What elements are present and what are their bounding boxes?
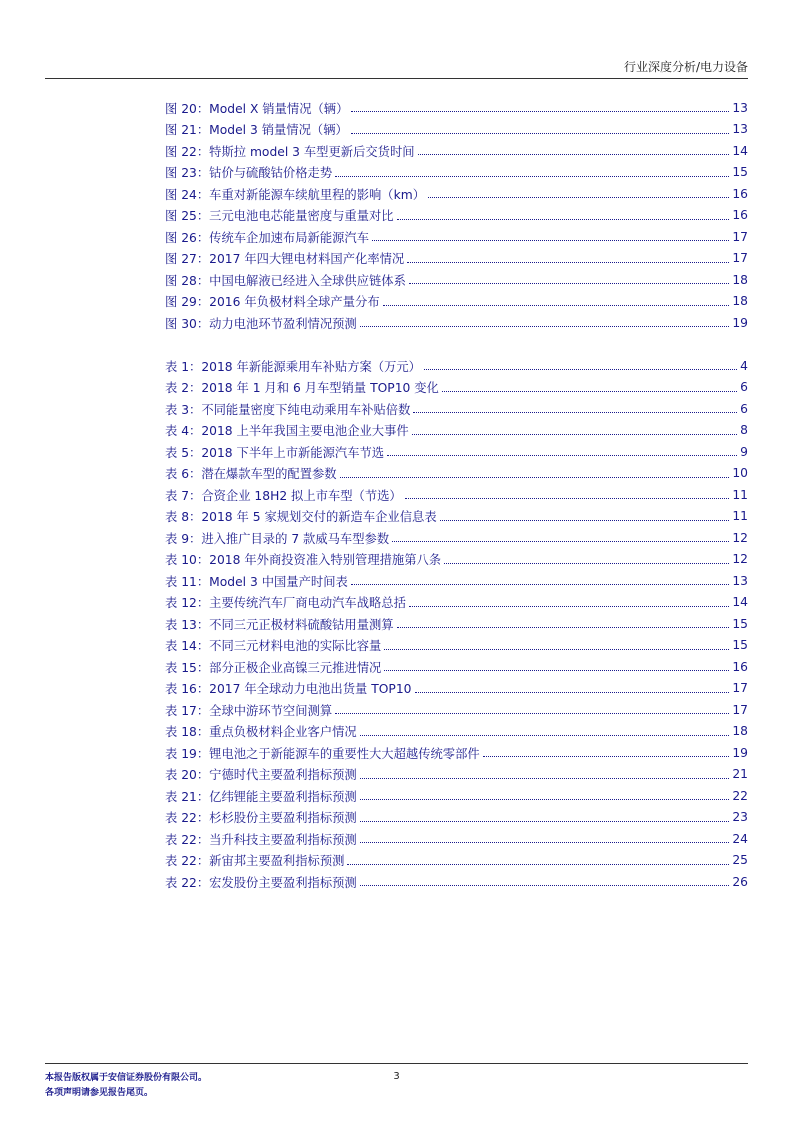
- toc-entry-page: 12: [732, 552, 748, 567]
- toc-entry-label: 图 23：钴价与硫酸钴价格走势: [165, 166, 333, 181]
- toc-entry-page: 11: [732, 509, 748, 524]
- toc-entry-label: 表 17：全球中游环节空间测算: [165, 703, 333, 718]
- toc-leader-dots: [360, 778, 730, 779]
- toc-leader-dots: [360, 885, 730, 886]
- toc-entry[interactable]: [165, 463, 748, 485]
- toc-entry-label: 表 10：2018 年外商投资准入特别管理措施第八条: [165, 553, 442, 568]
- toc-entry[interactable]: [165, 484, 748, 506]
- toc-entry-label: 表 18：重点负极材料企业客户情况: [165, 725, 357, 740]
- toc-entry[interactable]: [165, 807, 748, 829]
- toc-entry[interactable]: [165, 226, 748, 248]
- toc-leader-dots: [428, 197, 729, 198]
- toc-entry-label: 表 4：2018 上半年我国主要电池企业大事件: [165, 424, 409, 439]
- table-list: [165, 355, 748, 893]
- toc-leader-dots: [387, 455, 737, 456]
- footer-divider: [45, 1063, 748, 1064]
- toc-leader-dots: [405, 498, 730, 499]
- toc-entry-page: 15: [732, 638, 748, 653]
- toc-entry[interactable]: [165, 699, 748, 721]
- toc-entry-page: 6: [740, 380, 748, 395]
- toc-entry[interactable]: [165, 355, 748, 377]
- toc-entry-page: 14: [732, 595, 748, 610]
- toc-entry-page: 16: [732, 659, 748, 674]
- toc-entry-page: 24: [732, 831, 748, 846]
- toc-entry[interactable]: [165, 398, 748, 420]
- toc-entry-label: 表 16：2017 年全球动力电池出货量 TOP10: [165, 682, 412, 697]
- toc-leader-dots: [409, 606, 729, 607]
- toc-entry-label: 表 3：不同能量密度下纯电动乘用车补贴倍数: [165, 402, 411, 417]
- toc-leader-dots: [424, 369, 737, 370]
- toc-entry-label: 图 26：传统车企加速布局新能源汽车: [165, 230, 370, 245]
- toc-entry-label: 表 5：2018 下半年上市新能源汽车节选: [165, 445, 385, 460]
- toc-entry[interactable]: [165, 678, 748, 700]
- toc-entry-label: 表 2：2018 年 1 月和 6 月车型销量 TOP10 变化: [165, 381, 439, 396]
- page-number: 3: [393, 1071, 400, 1082]
- toc-entry-page: 18: [732, 724, 748, 739]
- toc-entry-page: 13: [732, 122, 748, 137]
- toc-entry[interactable]: [165, 613, 748, 635]
- toc-entry-label: 表 7：合资企业 18H2 拟上市车型（节选）: [165, 488, 402, 503]
- toc-leader-dots: [442, 391, 737, 392]
- toc-entry-label: 表 6：潜在爆款车型的配置参数: [165, 467, 337, 482]
- header-title: 行业深度分析/电力设备: [623, 60, 748, 74]
- toc-entry-label: 表 20：宁德时代主要盈利指标预测: [165, 768, 357, 783]
- toc-entry-label: 表 15：部分正极企业高镍三元推进情况: [165, 660, 382, 675]
- toc-entry-label: 表 22：宏发股份主要盈利指标预测: [165, 875, 357, 890]
- toc-leader-dots: [397, 219, 730, 220]
- toc-leader-dots: [335, 713, 729, 714]
- toc-entry-label: 表 11：Model 3 中国量产时间表: [165, 574, 348, 589]
- toc-leader-dots: [413, 412, 737, 413]
- toc-entry[interactable]: [165, 248, 748, 270]
- toc-entry-label: 图 28：中国电解液已经进入全球供应链体系: [165, 273, 406, 288]
- toc-leader-dots: [412, 434, 737, 435]
- toc-entry[interactable]: [165, 721, 748, 743]
- toc-entry-page: 26: [732, 874, 748, 889]
- toc-entry-page: 19: [732, 745, 748, 760]
- toc-entry-page: 23: [732, 810, 748, 825]
- toc-entry[interactable]: [165, 549, 748, 571]
- toc-entry-page: 17: [732, 251, 748, 266]
- toc-entry[interactable]: [165, 183, 748, 205]
- toc-entry-label: 图 20：Model X 销量情况（辆）: [165, 101, 349, 116]
- toc-leader-dots: [340, 477, 730, 478]
- page-header: [45, 58, 748, 79]
- toc-leader-dots: [351, 584, 730, 585]
- copyright-notice: 本报告版权属于安信证券股份有限公司。: [45, 1073, 208, 1083]
- toc-entry-label: 表 19：锂电池之于新能源车的重要性大大超越传统零部件: [165, 746, 480, 761]
- toc-entry-page: 15: [732, 616, 748, 631]
- toc-entry[interactable]: [165, 119, 748, 141]
- toc-entry-page: 21: [732, 767, 748, 782]
- toc-entry-page: 8: [740, 423, 748, 438]
- toc-leader-dots: [351, 111, 729, 112]
- toc-entry[interactable]: [165, 656, 748, 678]
- toc-leader-dots: [440, 520, 730, 521]
- toc-leader-dots: [360, 821, 730, 822]
- toc-entry-page: 14: [732, 143, 748, 158]
- toc-entry-label: 表 12：主要传统汽车厂商电动汽车战略总括: [165, 596, 406, 611]
- toc-entry-page: 11: [732, 487, 748, 502]
- toc-entry-page: 4: [740, 358, 748, 373]
- toc-leader-dots: [384, 649, 729, 650]
- toc-leader-dots: [415, 692, 730, 693]
- toc-entry-label: 表 13：不同三元正极材料硫酸钴用量测算: [165, 617, 394, 632]
- toc-entry-page: 10: [732, 466, 748, 481]
- toc-leader-dots: [418, 154, 730, 155]
- toc-entry-page: 12: [732, 530, 748, 545]
- toc-entry-page: 18: [732, 272, 748, 287]
- toc-entry[interactable]: [165, 742, 748, 764]
- toc-leader-dots: [483, 756, 730, 757]
- toc-entry[interactable]: [165, 506, 748, 528]
- toc-entry[interactable]: [165, 312, 748, 334]
- toc-entry-page: 13: [732, 573, 748, 588]
- toc-leader-dots: [383, 305, 730, 306]
- toc-entry-page: 6: [740, 401, 748, 416]
- toc-entry-label: 图 22：特斯拉 model 3 车型更新后交货时间: [165, 144, 415, 159]
- toc-entry-label: 图 27：2017 年四大锂电材料国产化率情况: [165, 252, 405, 267]
- toc-leader-dots: [335, 176, 729, 177]
- toc-leader-dots: [351, 133, 730, 134]
- toc-entry[interactable]: [165, 420, 748, 442]
- toc-entry-page: 19: [732, 315, 748, 330]
- toc-entry-page: 13: [732, 100, 748, 115]
- toc-leader-dots: [409, 283, 729, 284]
- section-spacer: [165, 334, 748, 356]
- toc-entry[interactable]: [165, 592, 748, 614]
- toc-entry-page: 25: [732, 853, 748, 868]
- toc-leader-dots: [407, 262, 729, 263]
- toc-entry[interactable]: [165, 441, 748, 463]
- toc-entry-page: 17: [732, 702, 748, 717]
- toc-entry[interactable]: [165, 269, 748, 291]
- toc-entry-label: 表 1：2018 年新能源乘用车补贴方案（万元）: [165, 359, 421, 374]
- toc-entry-label: 表 22：当升科技主要盈利指标预测: [165, 832, 357, 847]
- toc-leader-dots: [372, 240, 729, 241]
- toc-leader-dots: [360, 735, 730, 736]
- toc-entry[interactable]: [165, 871, 748, 893]
- toc-entry-page: 18: [732, 294, 748, 309]
- toc-leader-dots: [360, 799, 730, 800]
- toc-entry[interactable]: [165, 97, 748, 119]
- toc-entry-page: 9: [740, 444, 748, 459]
- toc-entry-label: 图 25：三元电池电芯能量密度与重量对比: [165, 209, 394, 224]
- toc-entry-label: 表 9：进入推广目录的 7 款威马车型参数: [165, 531, 390, 546]
- toc-entry-label: 图 30：动力电池环节盈利情况预测: [165, 316, 357, 331]
- toc-entry-page: 17: [732, 229, 748, 244]
- toc-entry-page: 15: [732, 165, 748, 180]
- toc-entry-page: 22: [732, 788, 748, 803]
- toc-entry-page: 16: [732, 208, 748, 223]
- toc-entry-label: 表 22：杉杉股份主要盈利指标预测: [165, 811, 357, 826]
- toc-leader-dots: [444, 563, 729, 564]
- figure-list: [165, 97, 748, 334]
- toc-leader-dots: [360, 326, 730, 327]
- toc-entry-label: 图 24：车重对新能源车续航里程的影响（km）: [165, 187, 426, 202]
- toc-entry[interactable]: [165, 291, 748, 313]
- toc-entry-label: 图 29：2016 年负极材料全球产量分布: [165, 295, 380, 310]
- toc-entry-label: 表 22：新宙邦主要盈利指标预测: [165, 854, 345, 869]
- toc-leader-dots: [392, 541, 729, 542]
- toc-entry-label: 表 8：2018 年 5 家规划交付的新造车企业信息表: [165, 510, 437, 525]
- toc-entry[interactable]: [165, 527, 748, 549]
- toc-entry-label: 图 21：Model 3 销量情况（辆）: [165, 123, 348, 138]
- disclaimer-notice: 各项声明请参见报告尾页。: [45, 1088, 154, 1098]
- table-of-contents: [165, 97, 748, 893]
- toc-entry-page: 17: [732, 681, 748, 696]
- toc-leader-dots: [347, 864, 729, 865]
- toc-entry-page: 16: [732, 186, 748, 201]
- toc-entry-label: 表 14：不同三元材料电池的实际比容量: [165, 639, 382, 654]
- toc-entry[interactable]: [165, 205, 748, 227]
- toc-entry[interactable]: [165, 162, 748, 184]
- toc-entry[interactable]: [165, 764, 748, 786]
- toc-leader-dots: [397, 627, 730, 628]
- toc-entry[interactable]: [165, 570, 748, 592]
- toc-entry-label: 表 21：亿纬锂能主要盈利指标预测: [165, 789, 357, 804]
- toc-entry[interactable]: [165, 635, 748, 657]
- toc-entry[interactable]: [165, 850, 748, 872]
- toc-entry[interactable]: [165, 828, 748, 850]
- toc-entry[interactable]: [165, 377, 748, 399]
- toc-entry[interactable]: [165, 785, 748, 807]
- toc-leader-dots: [360, 842, 730, 843]
- toc-entry[interactable]: [165, 140, 748, 162]
- toc-leader-dots: [384, 670, 729, 671]
